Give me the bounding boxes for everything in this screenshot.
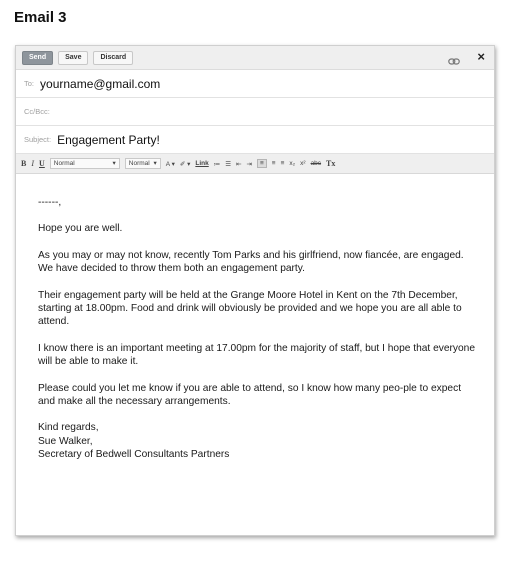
email-body[interactable] — [16, 174, 494, 462]
body-paragraph: I know there is an important meeting at 17.00pm for the majority of staff, but I hope that everyone will be able to make it. — [38, 342, 475, 368]
subject-field[interactable] — [16, 126, 494, 154]
signature-line: Sue Walker, — [38, 435, 93, 447]
to-label: To: — [24, 79, 35, 88]
signature — [38, 421, 480, 461]
email-compose-window — [15, 45, 495, 536]
ccbcc-field[interactable] — [16, 98, 494, 126]
subscript-button[interactable]: x₂ — [289, 160, 296, 167]
italic-button[interactable]: I — [31, 159, 35, 168]
subject-value[interactable]: Engagement Party! — [57, 132, 160, 147]
to-field[interactable] — [16, 70, 494, 98]
discard-button[interactable]: Discard — [93, 51, 133, 65]
signature-line: Secretary of Bedwell Consultants Partners — [38, 449, 230, 461]
chevron-down-icon: ▾ — [153, 160, 157, 167]
chevron-down-icon: ▾ — [112, 160, 116, 167]
subject-label: Subject: — [24, 135, 52, 144]
font-select[interactable] — [50, 158, 120, 169]
send-button[interactable]: Send — [22, 51, 53, 65]
numbered-list-button[interactable]: ≔ — [213, 160, 221, 168]
align-left-button[interactable]: ≡ — [257, 159, 267, 168]
strikethrough-button[interactable]: abc — [310, 160, 322, 167]
body-line: ------, — [38, 197, 62, 208]
save-button[interactable]: Save — [58, 51, 88, 65]
underline-button[interactable]: U — [39, 159, 45, 168]
bulleted-list-button[interactable]: ☰ — [225, 160, 232, 168]
clear-format-button[interactable]: Tx — [326, 159, 336, 168]
body-line: Hope you are well. — [38, 223, 123, 235]
size-select-value: Normal — [128, 160, 150, 167]
align-center-button[interactable]: ≡ — [271, 160, 276, 167]
text-color-button[interactable]: A ▾ — [165, 160, 175, 168]
highlight-button[interactable]: ✐ ▾ — [179, 160, 191, 168]
close-icon[interactable]: × — [477, 49, 485, 64]
compose-toolbar — [16, 46, 494, 70]
body-paragraph: Please could you let me know if you are able to attend, so I know how many peo-ple to expect and make all the necessary arrangements. — [38, 382, 462, 408]
to-value[interactable]: yourname@gmail.com — [40, 76, 161, 91]
bold-button[interactable]: B — [21, 159, 27, 168]
link-icon[interactable] — [448, 53, 460, 62]
superscript-button[interactable]: x² — [300, 160, 306, 167]
align-right-button[interactable]: ≡ — [280, 160, 285, 167]
insert-link-button[interactable]: Link — [195, 160, 209, 167]
ccbcc-label: Cc/Bcc: — [24, 107, 50, 116]
body-paragraph: Their engagement party will be held at the Grange Moore Hotel in Kent on the 7th December, starting at 18.00pm. Food and drink will obviously be provided and we hope you are all able to attend. — [38, 289, 462, 328]
body-paragraph: As you may or may not know, recently Tom Parks and his girlfriend, now fiancée, are engaged. We have decided to throw them both an engagement party. — [38, 249, 464, 275]
outdent-button[interactable]: ⇤ — [236, 160, 242, 168]
signature-line: Kind regards, — [38, 422, 99, 434]
font-select-value: Normal — [53, 160, 75, 167]
indent-button[interactable]: ⇥ — [246, 160, 252, 168]
size-select[interactable] — [125, 158, 161, 169]
formatting-toolbar — [16, 154, 494, 174]
page-title: Email 3 — [14, 9, 67, 26]
